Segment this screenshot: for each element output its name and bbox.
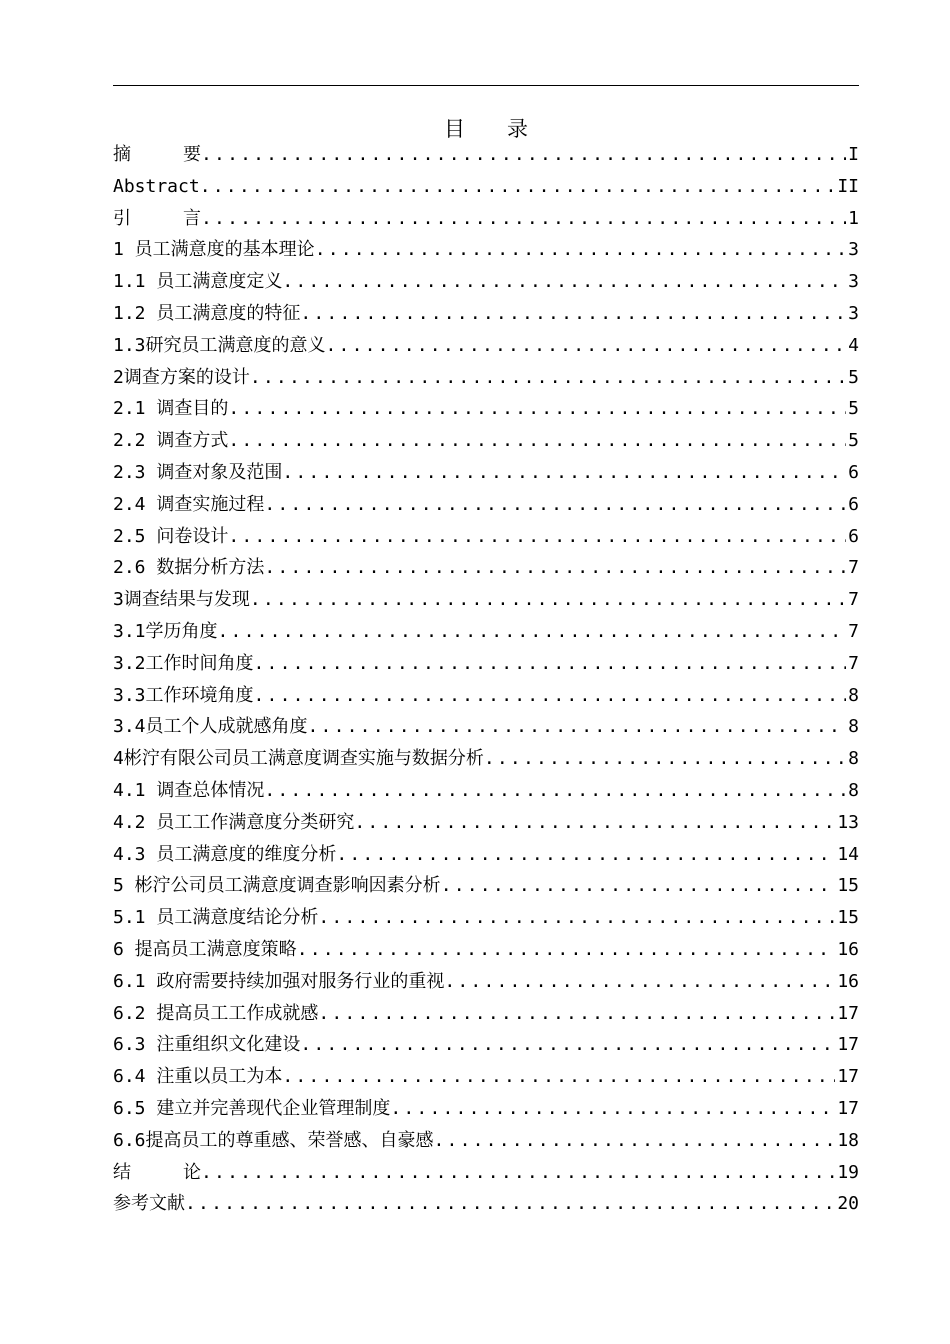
toc-entry[interactable] [113, 489, 859, 521]
toc-entry-page-number: 17 [837, 1066, 859, 1088]
toc-entry-label: Abstract [113, 175, 200, 197]
toc-entry-page-number: 4 [848, 334, 859, 356]
dot-leader [218, 616, 847, 648]
toc-entry-label: 2.2 调查方式 [113, 430, 229, 452]
toc-entry[interactable] [113, 584, 859, 616]
toc-entry[interactable] [113, 998, 859, 1030]
toc-entry-page-number: 16 [837, 970, 859, 992]
toc-entry[interactable] [113, 839, 859, 871]
toc-entry-page-number: 15 [837, 875, 859, 897]
toc-entry-label: 6.2 提高员工工作成就感 [113, 1002, 319, 1024]
dot-leader [254, 648, 847, 680]
dot-leader [282, 266, 846, 298]
dot-leader [318, 998, 835, 1030]
toc-entry-page-number: 3 [848, 239, 859, 261]
toc-entry[interactable] [113, 1157, 859, 1189]
toc-entry[interactable] [113, 616, 859, 648]
toc-entry-label: 4彬泞有限公司员工满意度调查实施与数据分析 [113, 748, 484, 770]
dot-leader [264, 552, 846, 584]
toc-entry-label-part: 言 [183, 207, 201, 229]
toc-entry-page-number: 8 [848, 748, 859, 770]
toc-entry[interactable] [113, 393, 859, 425]
toc-entry-page-number: 7 [848, 589, 859, 611]
toc-entry[interactable] [113, 711, 859, 743]
toc-entry-page-number: 8 [848, 716, 859, 738]
dot-leader [336, 839, 835, 871]
toc-entry[interactable] [113, 1125, 859, 1157]
dot-leader [315, 234, 846, 266]
toc-entry-page-number: 16 [837, 938, 859, 960]
dot-leader [264, 775, 846, 807]
toc-entry-label-part: 结 [113, 1161, 131, 1183]
dot-leader [282, 457, 846, 489]
toc-entry-page-number: 7 [848, 620, 859, 642]
dot-leader [228, 521, 846, 553]
toc-entry-label: 6.1 政府需要持续加强对服务行业的重视 [113, 970, 445, 992]
toc-entry-label-part: 要 [183, 144, 201, 165]
toc-entry[interactable] [113, 775, 859, 807]
toc-entry[interactable] [113, 743, 859, 775]
toc-entry[interactable] [113, 457, 859, 489]
toc-entry[interactable] [113, 298, 859, 330]
dot-leader [228, 393, 846, 425]
dot-leader [300, 298, 846, 330]
toc-entry[interactable] [113, 902, 859, 934]
toc-entry-label: 4.3 员工满意度的维度分析 [113, 843, 337, 865]
toc-entry-page-number: 3 [848, 271, 859, 293]
toc-entry[interactable] [113, 1188, 859, 1220]
dot-leader [254, 680, 847, 712]
toc-entry-page-number: 17 [837, 1097, 859, 1119]
toc-entry-label: 4.2 员工工作满意度分类研究 [113, 811, 355, 833]
header-rule [113, 85, 859, 86]
toc-entry-label [113, 203, 201, 235]
toc-entry-page-number: 20 [837, 1193, 859, 1215]
toc-entry-label: 3.2工作时间角度 [113, 652, 254, 674]
toc-entry-label: 1.3研究员工满意度的意义 [113, 334, 326, 356]
toc-entry[interactable] [113, 870, 859, 902]
toc-entry-page-number: 15 [837, 907, 859, 929]
toc-entry-page-number: 8 [848, 779, 859, 801]
toc-entry-label: 2.3 调查对象及范围 [113, 461, 283, 483]
toc-entry-page-number: 14 [837, 843, 859, 865]
toc-entry[interactable] [113, 807, 859, 839]
toc-entry-label: 5 彬泞公司员工满意度调查影响因素分析 [113, 875, 441, 897]
toc-entry-page-number: 13 [837, 811, 859, 833]
toc-entry-label: 2调查方案的设计 [113, 366, 250, 388]
dot-leader [308, 711, 847, 743]
toc-entry-page-number: 6 [848, 461, 859, 483]
dot-leader [185, 1188, 835, 1220]
toc-entry[interactable] [113, 171, 859, 203]
toc-entry-label: 4.1 调查总体情况 [113, 779, 265, 801]
toc-entry-label: 3.3工作环境角度 [113, 684, 254, 706]
toc-entry[interactable] [113, 1061, 859, 1093]
dot-leader [300, 1029, 835, 1061]
toc-entry-label: 6.3 注重组织文化建设 [113, 1034, 301, 1056]
toc-title-char-1: 目 [444, 117, 465, 141]
dot-leader [441, 870, 836, 902]
dot-leader [318, 902, 835, 934]
dot-leader [201, 139, 846, 171]
toc-entry-page-number: 5 [848, 366, 859, 388]
dot-leader [250, 584, 846, 616]
toc-entry[interactable] [113, 1029, 859, 1061]
dot-leader [250, 362, 846, 394]
toc-entry[interactable] [113, 266, 859, 298]
toc-entry-label: 1.2 员工满意度的特征 [113, 302, 301, 324]
toc-entry-label: 2.4 调查实施过程 [113, 493, 265, 515]
toc-entry-label-part: 引 [113, 207, 131, 229]
toc-entry-page-number: I [848, 144, 859, 165]
dot-leader [201, 1157, 835, 1189]
toc-entry-label: 6.4 注重以员工为本 [113, 1066, 283, 1088]
toc-entry[interactable] [113, 330, 859, 362]
toc-entry[interactable] [113, 139, 859, 171]
dot-leader [264, 489, 846, 521]
toc-entry-label: 1.1 员工满意度定义 [113, 271, 283, 293]
dot-leader [444, 966, 835, 998]
toc-entry-label [113, 1157, 201, 1189]
toc-entry-label: 3.4员工个人成就感角度 [113, 716, 308, 738]
toc-entry-label: 2.1 调查目的 [113, 398, 229, 420]
toc-entry[interactable] [113, 966, 859, 998]
toc-entry[interactable] [113, 1093, 859, 1125]
dot-leader [228, 425, 846, 457]
toc-entry[interactable] [113, 934, 859, 966]
dot-leader [297, 934, 836, 966]
toc-entry-page-number: 17 [837, 1002, 859, 1024]
toc-entry-page-number: 17 [837, 1034, 859, 1056]
toc-entry-label: 2.5 问卷设计 [113, 525, 229, 547]
toc-entry[interactable] [113, 521, 859, 553]
toc-entry[interactable] [113, 425, 859, 457]
toc-entry-label: 6 提高员工满意度策略 [113, 938, 297, 960]
dot-leader [354, 807, 835, 839]
dot-leader [326, 330, 847, 362]
toc-title-char-2: 录 [507, 117, 528, 141]
toc-entry-page-number: 1 [848, 207, 859, 229]
toc-entry[interactable] [113, 552, 859, 584]
toc-entry-page-number: 6 [848, 525, 859, 547]
dot-leader [390, 1093, 835, 1125]
toc-entry-label: 参考文献 [113, 1193, 185, 1215]
toc-entry[interactable] [113, 680, 859, 712]
toc-entry-page-number: 8 [848, 684, 859, 706]
toc-entry[interactable] [113, 648, 859, 680]
dot-leader [200, 171, 836, 203]
toc-entry[interactable] [113, 203, 859, 235]
toc-entry-page-number: 3 [848, 302, 859, 324]
toc-entry-label: 1 员工满意度的基本理论 [113, 239, 315, 261]
toc-entry-page-number: 5 [848, 398, 859, 420]
toc-entry[interactable] [113, 234, 859, 266]
toc-entry-page-number: 5 [848, 430, 859, 452]
dot-leader [484, 743, 846, 775]
toc-entry-page-number: II [837, 175, 859, 197]
toc-entry-page-number: 7 [848, 652, 859, 674]
toc-entry-page-number: 6 [848, 493, 859, 515]
toc-entry-label: 2.6 数据分析方法 [113, 557, 265, 579]
toc-entry[interactable] [113, 362, 859, 394]
toc-entry-page-number: 19 [837, 1161, 859, 1183]
toc-entry-label [113, 139, 201, 171]
toc-entry-page-number: 7 [848, 557, 859, 579]
table-of-contents [113, 139, 859, 1220]
dot-leader [434, 1125, 836, 1157]
toc-entry-label: 6.5 建立并完善现代企业管理制度 [113, 1097, 391, 1119]
toc-entry-label: 5.1 员工满意度结论分析 [113, 907, 319, 929]
toc-entry-label-part: 摘 [113, 144, 131, 165]
dot-leader [282, 1061, 835, 1093]
dot-leader [201, 203, 846, 235]
toc-entry-label: 6.6提高员工的尊重感、荣誉感、自豪感 [113, 1129, 434, 1151]
toc-entry-label: 3.1学历角度 [113, 620, 218, 642]
toc-entry-label-part: 论 [183, 1161, 201, 1183]
toc-entry-label: 3调查结果与发现 [113, 589, 250, 611]
toc-entry-page-number: 18 [837, 1129, 859, 1151]
